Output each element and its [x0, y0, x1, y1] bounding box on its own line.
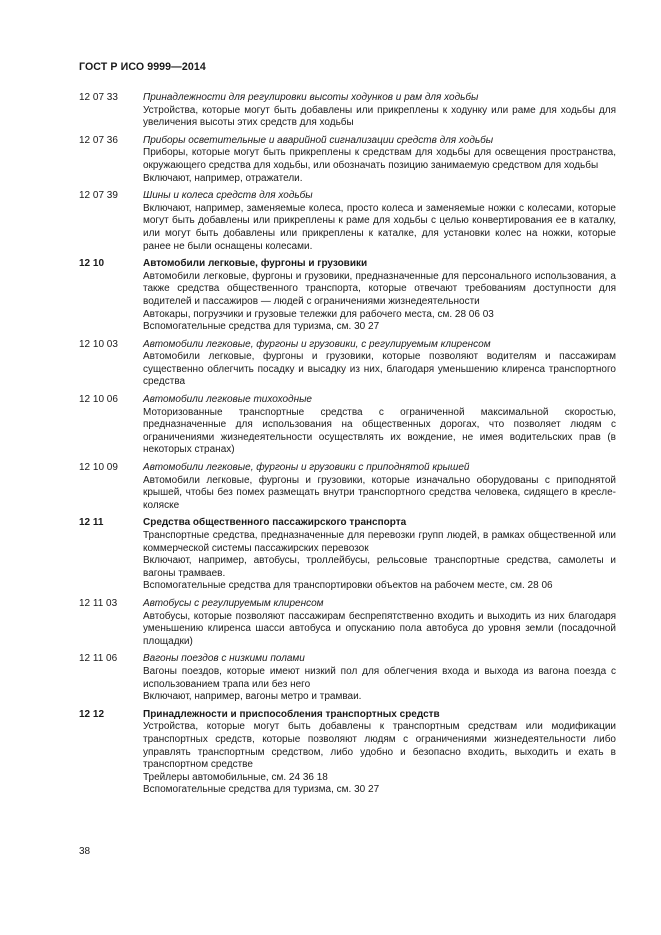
entry-paragraph: Автомобили легковые, фургоны и грузовики, предназначенные для персонального использования, а также средства общественного транспорта, которые отвечают требованиям доступности для водителей и пассажиров — людей с ограничениями жизнедеятельности	[143, 270, 616, 307]
classification-entry	[79, 92, 616, 130]
entry-paragraph: Включают, например, заменяемые колеса, просто колеса и заменяемые ножки с колесами, которые могут быть добавлены или прикреплены к раме для ходьбы с целью конвертирования ее в каталку, или могут быть добавлены или прикреплены к каталке, для установки колес на ножки, которые ранее не были оснащены колесами.	[143, 202, 616, 252]
entry-title: Автомобили легковые, фургоны и грузовики	[143, 258, 368, 270]
entry-paragraph: Устройства, которые могут быть добавлены или прикреплены к ходунку или раме для ходьбы для увеличения высоты этих средств для ходьбы	[143, 104, 616, 129]
entry-title: Автомобили легковые тихоходные	[143, 394, 312, 406]
classification-entry	[79, 598, 616, 648]
classification-entry	[79, 709, 616, 797]
entry-code: 12 12	[79, 708, 105, 720]
entry-paragraph: Приборы, которые могут быть прикреплены к средствам для ходьбы для освещения пространства, окружающего средства для ходьбы, или обозначать позицию занимаемую средством для ходьбы	[143, 147, 616, 171]
classification-entries	[79, 92, 616, 802]
entry-title: Автомобили легковые, фургоны и грузовики с приподнятой крышей	[143, 462, 470, 474]
entry-paragraph: Вагоны поездов, которые имеют низкий пол для облегчения входа и выхода из вагона поезда с использованием трапа или без него	[143, 665, 616, 690]
classification-entry	[79, 653, 616, 703]
entry-code: 12 10	[79, 258, 105, 270]
classification-entry	[79, 135, 616, 185]
entry-paragraph: Автокары, погрузчики и грузовые тележки для рабочего места, см. 28 06 03	[143, 308, 494, 320]
entry-code: 12 11	[79, 517, 104, 529]
entry-paragraph: Включают, например, отражатели.	[143, 172, 303, 184]
classification-entry	[79, 462, 616, 512]
entry-title: Шины и колеса средств для ходьбы	[143, 190, 313, 202]
entry-paragraph: Транспортные средства, предназначенные для перевозки групп людей, в рамках общественной или коммерческой системы пассажирских перевозок	[143, 530, 616, 554]
entry-title: Принадлежности и приспособления транспортных средств	[143, 708, 440, 720]
entry-title: Автобусы с регулируемым клиренсом	[143, 597, 324, 609]
entry-code: 12 07 39	[79, 190, 118, 202]
entry-paragraph: Автобусы, которые позволяют пассажирам беспрепятственно входить и выходить из них благодаря уменьшению клиренса шасси автобуса и опусканию пола автобуса до уровня земли (посадочной площадки)	[143, 610, 616, 647]
entry-title: Приборы осветительные и аварийной сигнализации средств для ходьбы	[143, 134, 494, 146]
document-header: ГОСТ Р ИСО 9999—2014	[79, 61, 206, 73]
entry-code: 12 07 36	[79, 134, 118, 146]
entry-paragraph: Моторизованные транспортные средства с ограниченной максимальной скоростью, предназначенные для использования на общественных дорогах, что позволяет людям с ограничениями жизнедеятельности осуществлять их вождение, не имея водительских прав (в некоторых странах)	[143, 406, 616, 456]
entry-paragraph: Устройства, которые могут быть добавлены к транспортным средствам или модификации транспортных средств, которые позволяют людям с ограничениями жизнедеятельности либо управлять транспортным средством, либо удобно и безопасно входить, выходить и ехать в транспортном средстве	[143, 721, 616, 771]
entry-title: Принадлежности для регулировки высоты ходунков и рам для ходьбы	[143, 92, 479, 103]
page-number: 38	[79, 846, 91, 857]
entry-paragraph: Автомобили легковые, фургоны и грузовики, которые позволяют водителям и пассажирам существенно облегчить посадку и высадку из них, благодаря уменьшению клиренса транспортного средства	[143, 351, 616, 388]
entry-title: Автомобили легковые, фургоны и грузовики, с регулируемым клиренсом	[143, 338, 491, 350]
entry-paragraph: Трейлеры автомобильные, см. 24 36 18	[143, 771, 328, 783]
entry-code: 12 10 03	[79, 338, 118, 350]
classification-entry	[79, 394, 616, 457]
entry-paragraph: Вспомогательные средства для туризма, см. 30 27	[143, 784, 380, 796]
classification-entry	[79, 339, 616, 389]
entry-paragraph: Автомобили легковые, фургоны и грузовики, которые изначально оборудованы с приподнятой крышей, чтобы без помех размещать внутри транспортного средства человека, сидящего в кресле-коляске	[143, 474, 616, 511]
entry-code: 12 11 03	[79, 597, 118, 609]
classification-entry	[79, 190, 616, 253]
entry-paragraph: Включают, например, автобусы, троллейбусы, рельсовые транспортные средства, самолеты и вагоны трамваев.	[143, 555, 616, 579]
classification-entry	[79, 517, 616, 593]
entry-paragraph: Вспомогательные средства для туризма, см. 30 27	[143, 321, 380, 333]
entry-title: Вагоны поездов с низкими полами	[143, 653, 305, 665]
entry-title: Средства общественного пассажирского транспорта	[143, 517, 407, 529]
entry-paragraph: Включают, например, вагоны метро и трамваи.	[143, 691, 362, 703]
entry-code: 12 07 33	[79, 92, 118, 103]
entry-code: 12 10 09	[79, 462, 118, 474]
classification-entry	[79, 258, 616, 334]
entry-code: 12 11 06	[79, 653, 118, 665]
entry-code: 12 10 06	[79, 394, 118, 406]
entry-paragraph: Вспомогательные средства для транспортировки объектов на рабочем месте, см. 28 06	[143, 580, 553, 592]
